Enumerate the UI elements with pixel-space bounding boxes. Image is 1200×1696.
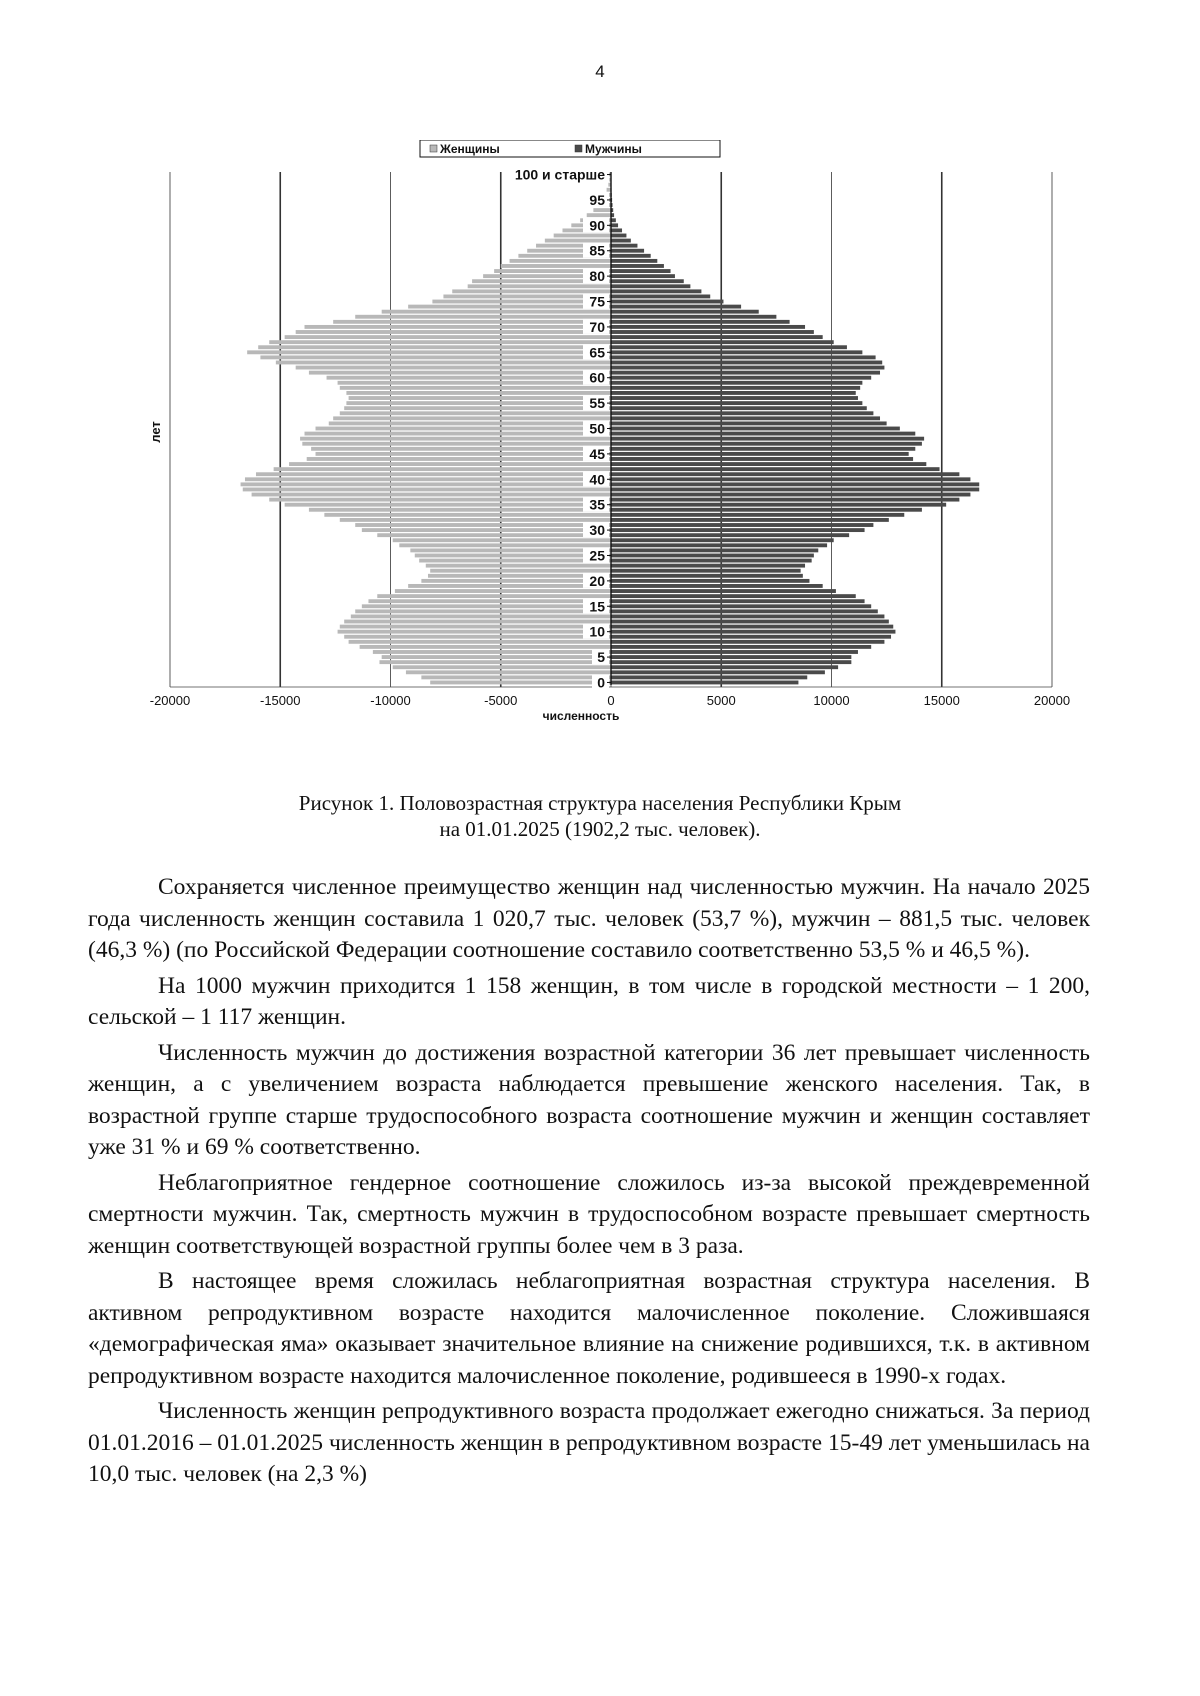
- bar-men: [611, 335, 823, 339]
- bar-women: [340, 625, 611, 629]
- bar-women: [349, 396, 611, 400]
- bar-men: [611, 503, 946, 507]
- bar-women: [344, 620, 611, 624]
- bar-men: [611, 406, 867, 410]
- bar-women: [399, 543, 611, 547]
- x-tick-label: -15000: [260, 693, 301, 708]
- bar-men: [611, 427, 900, 431]
- y-tick-label: 30: [589, 522, 605, 539]
- bar-women: [382, 310, 611, 314]
- bar-men: [611, 620, 889, 624]
- bar-women: [346, 401, 611, 405]
- bar-women: [340, 411, 611, 415]
- bar-men: [611, 223, 618, 227]
- y-tick-label: 80: [589, 268, 605, 285]
- bar-women: [379, 660, 611, 664]
- bar-women: [260, 355, 611, 359]
- bar-women: [329, 421, 611, 425]
- bar-men: [611, 482, 979, 486]
- bar-women: [373, 650, 611, 654]
- bar-men: [611, 493, 970, 497]
- bar-men: [611, 340, 834, 344]
- paragraph: Численность женщин репродуктивного возраста продолжает ежегодно снижаться. За период 01.01.2016 – 01.01.2025 численность женщин в репродуктивном возрасте 15-49 лет уменьшилась на 10,0 тыс. человек (на 2,3 %): [88, 1398, 1090, 1487]
- bar-men: [611, 472, 959, 476]
- y-tick-label: 10: [589, 623, 605, 640]
- y-tick-label: 65: [589, 344, 605, 361]
- bar-women: [338, 630, 611, 634]
- bar-men: [611, 518, 889, 522]
- bar-women: [393, 538, 611, 542]
- y-tick-label: 35: [589, 496, 605, 513]
- bar-women: [252, 493, 611, 497]
- bar-men: [611, 442, 922, 446]
- x-tick-label: 0: [607, 693, 615, 708]
- bar-women: [247, 350, 611, 354]
- y-tick-label: 60: [589, 369, 605, 386]
- bar-women: [408, 305, 611, 309]
- bar-men: [611, 594, 856, 598]
- bar-women: [256, 472, 611, 476]
- bar-women: [415, 554, 611, 558]
- bar-women: [333, 416, 611, 420]
- y-tick-label: 15: [589, 598, 605, 615]
- paragraph: В настоящее время сложилась неблагоприятная возрастная структура населения. В активном репродуктивном возрасте находится малочисленное поколение. Сложившаяся «демографическая яма» оказывает значительное влияние на снижение родившихся, т.к. в активном репродуктивном возрасте находится малочисленное поколение, родившееся в 1990-х годах.: [88, 1268, 1090, 1389]
- bar-men: [611, 371, 880, 375]
- page-number: 4: [595, 62, 605, 81]
- bar-men: [611, 452, 909, 456]
- x-tick-label: -10000: [370, 693, 411, 708]
- bar-men: [611, 554, 814, 558]
- bar-men: [611, 345, 847, 349]
- x-tick-label: -20000: [149, 693, 191, 708]
- legend-swatch: [575, 145, 582, 152]
- bar-men: [611, 355, 876, 359]
- bar-women: [349, 640, 611, 644]
- bar-men: [611, 498, 959, 502]
- x-tick-label: -5000: [484, 693, 518, 708]
- bar-women: [593, 208, 611, 212]
- bar-men: [611, 391, 856, 395]
- bar-women: [468, 284, 611, 288]
- bar-men: [611, 604, 871, 608]
- bar-men: [611, 432, 915, 436]
- bar-women: [351, 614, 611, 618]
- bar-men: [611, 401, 862, 405]
- bar-men: [611, 264, 664, 268]
- bar-women: [243, 488, 611, 492]
- bar-men: [611, 228, 622, 232]
- bar-women: [410, 548, 611, 552]
- bar-men: [611, 305, 741, 309]
- bar-women: [241, 482, 611, 486]
- y-tick-label: 75: [589, 293, 605, 310]
- bar-women: [355, 523, 611, 527]
- bar-men: [611, 599, 865, 603]
- x-tick-label: 15000: [923, 693, 960, 708]
- bar-women: [274, 467, 611, 471]
- bar-men: [611, 300, 723, 304]
- bar-women: [305, 325, 611, 329]
- bar-men: [611, 350, 862, 354]
- bar-men: [611, 310, 759, 314]
- bar-men: [611, 589, 836, 593]
- y-tick-label: 25: [589, 547, 605, 564]
- bar-women: [393, 665, 611, 669]
- bar-men: [611, 655, 851, 659]
- bar-women: [430, 569, 611, 573]
- bar-men: [611, 330, 814, 334]
- body-text: [88, 872, 1090, 1491]
- bar-men: [611, 386, 860, 390]
- y-tick-label: 55: [589, 395, 605, 412]
- bar-men: [611, 234, 626, 238]
- y-tick-label: 50: [589, 420, 605, 437]
- bar-men: [611, 569, 801, 573]
- bar-women: [289, 462, 611, 466]
- bar-men: [611, 579, 809, 583]
- bar-women: [344, 406, 611, 410]
- bar-women: [258, 345, 611, 349]
- bar-men: [611, 665, 838, 669]
- bar-men: [611, 447, 915, 451]
- bar-women: [360, 645, 611, 649]
- bar-women: [333, 320, 611, 324]
- bar-men: [611, 645, 871, 649]
- legend-label: Женщины: [440, 142, 500, 156]
- bar-women: [426, 564, 611, 568]
- bar-men: [611, 274, 675, 278]
- bar-women: [340, 518, 611, 522]
- bar-men: [611, 660, 851, 664]
- bar-men: [611, 467, 940, 471]
- x-tick-label: 20000: [1033, 693, 1071, 708]
- bar-men: [611, 279, 684, 283]
- population-pyramid-chart: [140, 140, 1080, 800]
- chart-svg: [140, 140, 1080, 800]
- bar-women: [296, 330, 611, 334]
- paragraph: Сохраняется численное преимущество женщин над численностью мужчин. На начало 2025 года численность женщин составила 1 020,7 тыс. человек (53,7 %), мужчин – 881,5 тыс. человек (46,3 %) (по Российской Федерации соотношение составило соответственно 53,5 % и 46,5 %).: [88, 874, 1090, 963]
- bar-women: [362, 604, 611, 608]
- legend-swatch: [430, 145, 437, 152]
- x-tick-label: 10000: [813, 693, 850, 708]
- bar-men: [611, 533, 849, 537]
- bar-women: [430, 681, 611, 685]
- bar-women: [362, 528, 611, 532]
- bar-women: [269, 498, 611, 502]
- bar-women: [377, 594, 611, 598]
- bar-men: [611, 635, 891, 639]
- bar-men: [611, 609, 878, 613]
- bar-men: [611, 630, 895, 634]
- bar-men: [611, 564, 805, 568]
- bar-men: [611, 320, 790, 324]
- y-axis-title: лет: [148, 421, 163, 443]
- x-tick-label: 5000: [706, 693, 736, 708]
- bar-men: [611, 218, 616, 222]
- bar-men: [611, 366, 884, 370]
- bar-men: [611, 254, 651, 258]
- y-tick-label: 85: [589, 242, 605, 259]
- bar-men: [611, 513, 904, 517]
- bar-men: [611, 376, 871, 380]
- paragraph: Численность мужчин до достижения возрастной категории 36 лет превышает численность женщин, а с увеличением возраста наблюдается превышение женского населения. Так, в возрастной группе старше трудоспособного возраста соотношение мужчин и женщин составляет уже 31 % и 69 % соответственно.: [88, 1039, 1090, 1160]
- bar-men: [611, 284, 690, 288]
- bar-men: [611, 361, 882, 365]
- bar-women: [355, 609, 611, 613]
- bar-men: [611, 244, 637, 248]
- legend-label: Мужчины: [585, 142, 642, 156]
- y-tick-label: 95: [589, 191, 605, 208]
- bar-men: [611, 488, 979, 492]
- bar-women: [300, 437, 611, 441]
- bar-men: [611, 289, 701, 293]
- bar-women: [419, 559, 611, 563]
- bar-men: [611, 259, 657, 263]
- y-tick-label: 45: [589, 445, 605, 462]
- bar-men: [611, 528, 865, 532]
- caption-line-2: на 01.01.2025 (1902,2 тыс. человек).: [439, 817, 761, 841]
- bar-women: [309, 371, 611, 375]
- bar-men: [611, 421, 887, 425]
- bar-women: [344, 635, 611, 639]
- bar-men: [611, 411, 873, 415]
- bar-women: [338, 381, 611, 385]
- bar-men: [611, 614, 884, 618]
- bar-men: [611, 381, 862, 385]
- bar-women: [355, 315, 611, 319]
- bar-men: [611, 523, 873, 527]
- bar-women: [307, 457, 611, 461]
- bar-women: [368, 599, 611, 603]
- bar-women: [285, 503, 611, 507]
- bar-men: [611, 315, 776, 319]
- bar-men: [611, 396, 858, 400]
- bar-men: [611, 559, 812, 563]
- bar-men: [611, 681, 798, 685]
- bar-women: [510, 259, 611, 263]
- bar-men: [611, 543, 827, 547]
- bar-women: [408, 584, 611, 588]
- bar-women: [302, 442, 611, 446]
- bar-women: [421, 675, 611, 679]
- y-tick-label: 20: [589, 572, 605, 589]
- x-axis-title: численность: [542, 709, 620, 723]
- bar-women: [554, 234, 611, 238]
- bar-women: [311, 447, 611, 451]
- bar-men: [611, 269, 671, 273]
- bar-women: [421, 579, 611, 583]
- y-tick-label: 40: [589, 471, 605, 488]
- bar-women: [305, 432, 611, 436]
- chart-legend: [420, 140, 720, 157]
- bar-men: [611, 325, 805, 329]
- bar-women: [346, 391, 611, 395]
- bar-men: [611, 584, 823, 588]
- bar-women: [324, 513, 611, 517]
- bar-women: [316, 452, 611, 456]
- bar-men: [611, 640, 884, 644]
- bar-men: [611, 538, 834, 542]
- bar-women: [269, 340, 611, 344]
- paragraph: На 1000 мужчин приходится 1 158 женщин, в том числе в городской местности – 1 200, сельской – 1 117 женщин.: [88, 972, 1090, 1030]
- bar-women: [296, 366, 611, 370]
- bar-men: [611, 295, 710, 299]
- bar-women: [395, 589, 611, 593]
- bar-men: [611, 574, 803, 578]
- bar-women: [285, 335, 611, 339]
- caption-line-1: Рисунок 1. Половозрастная структура населения Республики Крым: [298, 791, 902, 815]
- bar-women: [377, 533, 611, 537]
- bar-women: [316, 427, 611, 431]
- bar-men: [611, 249, 644, 253]
- paragraph: Неблагоприятное гендерное соотношение сложилось из-за высокой преждевременной смертности мужчин. Так, смертность мужчин в трудоспособном возрасте превышает смертность женщин соответствующей возрастной группы более чем в 3 раза.: [88, 1169, 1090, 1259]
- bar-men: [611, 457, 913, 461]
- bar-men: [611, 477, 970, 481]
- bar-men: [611, 416, 880, 420]
- bar-women: [245, 477, 611, 481]
- y-tick-label: 5: [597, 649, 605, 666]
- bar-women: [340, 386, 611, 390]
- y-tick-label: 90: [589, 217, 605, 234]
- bar-men: [611, 675, 807, 679]
- bar-men: [611, 508, 922, 512]
- bar-women: [276, 361, 611, 365]
- y-tick-label: 70: [589, 318, 605, 335]
- bar-women: [327, 376, 611, 380]
- y-tick-label: 100 и старше: [514, 166, 605, 183]
- bar-women: [452, 289, 611, 293]
- bar-men: [611, 239, 631, 243]
- bar-men: [611, 670, 825, 674]
- bar-men: [611, 625, 893, 629]
- bar-men: [611, 437, 924, 441]
- bar-men: [611, 650, 858, 654]
- figure-caption: [0, 790, 1200, 842]
- bar-women: [406, 670, 611, 674]
- bar-men: [611, 548, 818, 552]
- bar-women: [309, 508, 611, 512]
- y-tick-label: 0: [597, 674, 605, 691]
- bar-women: [382, 655, 611, 659]
- bar-men: [611, 462, 926, 466]
